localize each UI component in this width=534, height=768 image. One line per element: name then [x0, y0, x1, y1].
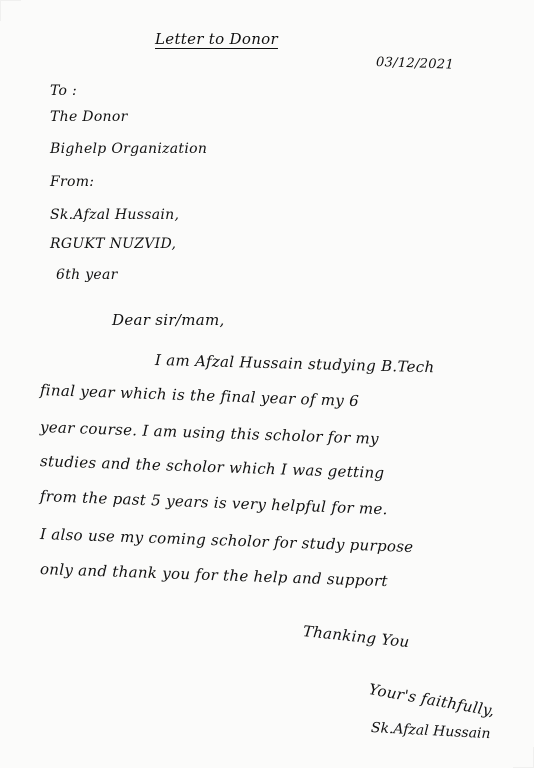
salutation: Dear sir/mam,	[112, 311, 225, 329]
body-line-2: final year which is the final year of my 6	[39, 381, 360, 411]
closing-thanks: Thanking You	[302, 622, 411, 652]
recipient-name: The Donor	[50, 109, 128, 125]
from-label: From:	[50, 174, 95, 190]
sign-off: Your's faithfully,	[367, 680, 497, 721]
body-line-4: studies and the scholor which I was getting	[39, 452, 385, 483]
body-line-5: from the past 5 years is very helpful for me.	[39, 487, 389, 519]
sender-name: Sk.Afzal Hussain,	[50, 207, 180, 223]
body-line-1: I am Afzal Hussain studying B.Tech	[154, 351, 435, 377]
page-corner-bottom-right	[513, 747, 534, 768]
sender-institution: RGUKT NUZVID,	[50, 236, 177, 252]
body-line-7: only and thank you for the help and support	[39, 560, 389, 591]
sender-year: 6th year	[56, 267, 118, 283]
to-label: To :	[50, 83, 78, 99]
letter-title: Letter to Donor	[155, 30, 278, 48]
recipient-organization: Bighelp Organization	[50, 141, 208, 157]
body-line-6: I also use my coming scholor for study purpose	[39, 525, 414, 557]
page-corner-top-left	[0, 0, 21, 21]
body-line-3: year course. I am using this scholor for my	[39, 418, 380, 448]
sender-signature: Sk.Afzal Hussain	[370, 720, 491, 743]
letter-date: 03/12/2021	[375, 55, 455, 73]
